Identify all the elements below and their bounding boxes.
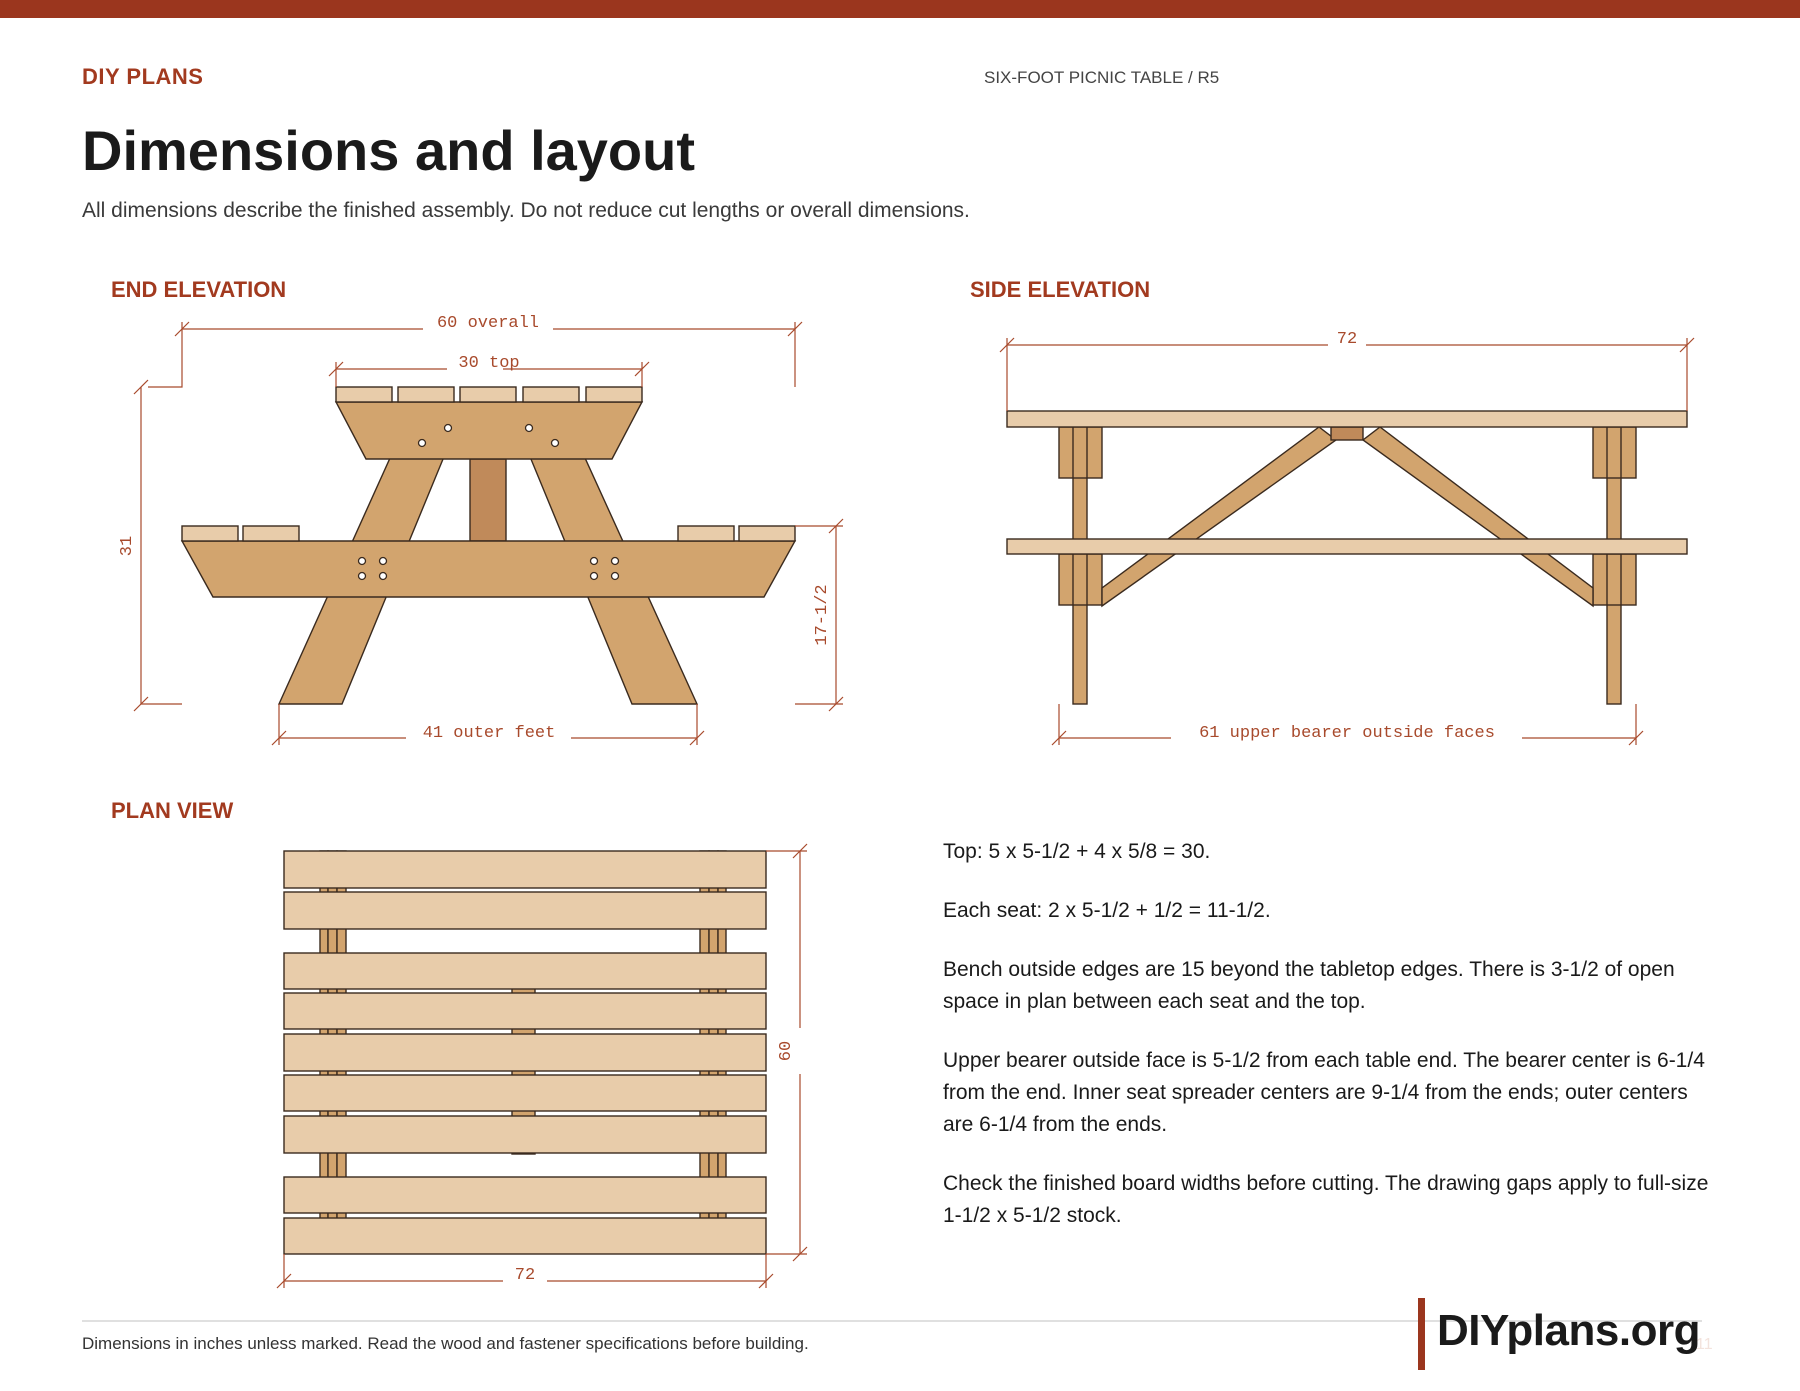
plan-board bbox=[284, 1075, 766, 1111]
side-right-lower-block bbox=[1593, 554, 1636, 605]
side-seat bbox=[1007, 539, 1687, 554]
side-left-lower-block bbox=[1059, 554, 1102, 605]
logo-accent-bar bbox=[1418, 1298, 1425, 1370]
side-elevation-label: SIDE ELEVATION bbox=[970, 277, 1151, 302]
plan-board bbox=[284, 1177, 766, 1213]
end-seat-board bbox=[243, 526, 299, 541]
plan-board bbox=[284, 993, 766, 1029]
note-paragraph: Upper bearer outside face is 5-1/2 from each table end. The bearer center is 6-1/4 from the end. Inner seat spreader centers are 9-1/4 from the ends; outer centers are 6-1/4 from the ends. bbox=[943, 1049, 1705, 1136]
plan-view-drawing bbox=[284, 851, 766, 1254]
end-seat-board bbox=[182, 526, 238, 541]
end-elevation-label: END ELEVATION bbox=[111, 277, 287, 302]
dim-end-feet: 41 outer feet bbox=[422, 724, 556, 743]
page-subtitle: All dimensions describe the finished assembly. Do not reduce cut lengths or overall dimensions. bbox=[82, 199, 970, 222]
dim-end-top: 30 top bbox=[458, 354, 520, 373]
end-top-board bbox=[460, 387, 516, 402]
dim-end-overall: 60 overall bbox=[436, 314, 540, 333]
end-seat-spreader bbox=[182, 541, 795, 597]
plan-board bbox=[284, 953, 766, 989]
side-elevation-drawing bbox=[1007, 411, 1687, 704]
notes-block bbox=[943, 836, 1723, 1259]
side-tabletop bbox=[1007, 411, 1687, 427]
note-paragraph: Bench outside edges are 15 beyond the tabletop edges. There is 3-1/2 of open space in plan between each seat and the top. bbox=[943, 958, 1675, 1013]
plan-board bbox=[284, 1116, 766, 1153]
document-code: SIX-FOOT PICNIC TABLE / R5 bbox=[984, 68, 1220, 87]
plan-board bbox=[284, 1034, 766, 1071]
dim-side-bearers: 61 upper bearer outside faces bbox=[1199, 724, 1495, 743]
plan-board bbox=[284, 892, 766, 929]
side-center-block bbox=[1331, 427, 1363, 440]
side-right-upper-block bbox=[1593, 427, 1636, 478]
page-title: Dimensions and layout bbox=[82, 119, 695, 182]
side-left-upper-block bbox=[1059, 427, 1102, 478]
dim-plan-length: 72 bbox=[514, 1266, 536, 1285]
side-left-brace bbox=[1102, 427, 1336, 606]
dim-end-seat-height: 17-1/2 bbox=[813, 584, 832, 646]
end-top-board bbox=[336, 387, 392, 402]
end-top-cleat bbox=[336, 402, 642, 459]
dim-side-length: 72 bbox=[1336, 330, 1358, 349]
note-paragraph: Each seat: 2 x 5-1/2 + 1/2 = 11-1/2. bbox=[943, 899, 1271, 922]
dim-end-height: 31 bbox=[118, 535, 137, 557]
plan-view-label: PLAN VIEW bbox=[111, 798, 234, 823]
side-right-brace bbox=[1363, 427, 1593, 606]
page-number: 11 bbox=[1696, 1336, 1713, 1353]
end-seat-board bbox=[739, 526, 795, 541]
plan-board bbox=[284, 851, 766, 888]
end-top-board bbox=[523, 387, 579, 402]
end-top-board bbox=[586, 387, 642, 402]
note-paragraph: Top: 5 x 5-1/2 + 4 x 5/8 = 30. bbox=[943, 840, 1211, 863]
end-elevation-drawing bbox=[182, 387, 795, 704]
dim-plan-width: 60 bbox=[777, 1040, 796, 1062]
site-logo[interactable]: DIYplans.org bbox=[1437, 1306, 1700, 1355]
end-top-board bbox=[398, 387, 454, 402]
plan-board bbox=[284, 1218, 766, 1254]
brand-kicker: DIY PLANS bbox=[82, 64, 204, 89]
end-center-cleat bbox=[470, 459, 506, 541]
footer-note: Dimensions in inches unless marked. Read the wood and fastener specifications before building. bbox=[82, 1334, 809, 1353]
end-seat-board bbox=[678, 526, 734, 541]
note-paragraph: Check the finished board widths before cutting. The drawing gaps apply to full-size 1-1/2 x 5-1/2 stock. bbox=[943, 1172, 1709, 1227]
